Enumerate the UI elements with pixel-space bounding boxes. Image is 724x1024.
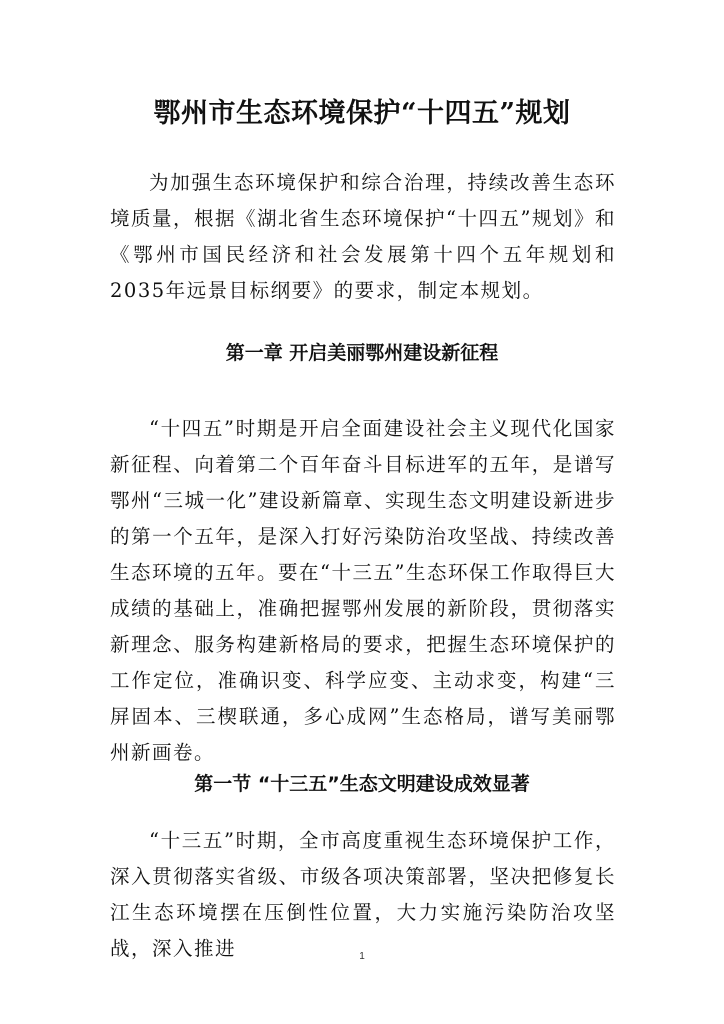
document-title: 鄂州市生态环境保护“十四五”规划 — [153, 98, 571, 129]
page-number: 1 — [359, 951, 365, 962]
intro-paragraph: 为加强生态环境保护和综合治理，持续改善生态环境质量，根据《湖北省生态环境保护“十四五”规划》和《鄂州市国民经济和社会发展第十四个五年规划和2035年远景目标纲要》的要求，制定本规划。 — [110, 171, 616, 302]
section-paragraph: “十三五”时期，全市高度重视生态环境保护工作，深入贯彻落实省级、市级各项决策部署，坚决把修复长江生态环境摆在压倒性位置，大力实施污染防治攻坚战，深入推进 — [110, 829, 616, 960]
chapter-heading: 第一章 开启美丽鄂州建设新征程 — [225, 342, 499, 364]
chapter-paragraph: “十四五”时期是开启全面建设社会主义现代化国家新征程、向着第二个百年奋斗目标进军的五年，是谱写鄂州“三城一化”建设新篇章、实现生态文明建设新进步的第一个五年，是深入打好污染防治攻坚战、持续改善生态环境的五年。要在“十三五”生态环保工作取得巨大成绩的基础上，准确把握鄂州发展的新阶段，贯彻落实新理念、服务构建新格局的要求，把握生态环境保护的工作定位，准确识变、科学应变、主动求变，构建“三屏固本、三楔联通，多心成网”生态格局，谱写美丽鄂州新画卷。 — [110, 417, 616, 764]
section-heading: 第一节 “十三五”生态文明建设成效显著 — [194, 773, 530, 795]
